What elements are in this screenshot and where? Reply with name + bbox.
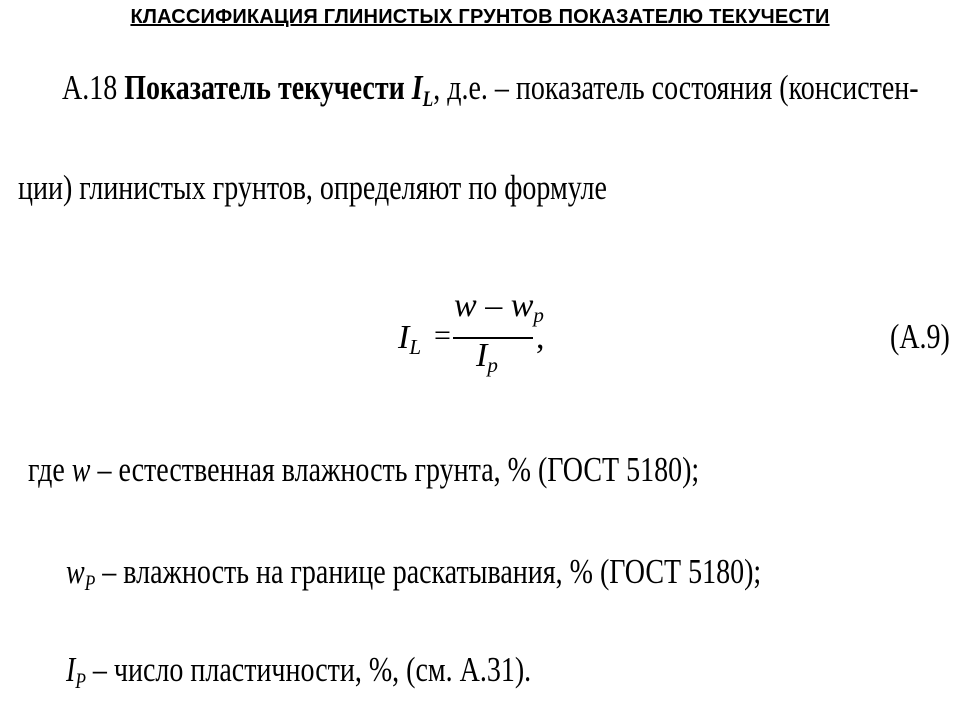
term-symbol-subscript: L [422,86,434,111]
equation-number: (А.9) [890,317,950,356]
formula-equals: = [434,319,451,352]
definition-line-1 [62,68,919,111]
variable-wp-definition: wP – влажность на границе раскатывания, % (ГОСТ 5180); [66,552,762,595]
formula-denominator: Ip [476,337,498,378]
symbol-wp: w [66,552,85,591]
symbol-ip: I [66,650,76,689]
variable-w-definition: где w – естественная влажность грунта, % (ГОСТ 5180); [28,450,700,489]
formula-lhs: IL [398,319,422,360]
formula-numerator: w – wp [454,287,544,328]
definition-line-2: ции) глинистых грунтов, определяют по формуле [18,168,607,207]
formula-a9 [398,287,558,387]
slide-title: КЛАССИФИКАЦИЯ ГЛИНИСТЫХ ГРУНТОВ ПОКАЗАТЕЛЮ ТЕКУЧЕСТИ [130,6,830,28]
formula-comma: , [536,319,545,356]
term-symbol: I [411,68,423,107]
definition-text-1: , д.е. – показатель состояния (консистен- [433,68,919,107]
term-heading: Показатель текучести [124,68,412,107]
variable-ip-definition: IP – число пластичности, %, (см. А.31). [66,650,532,693]
clause-number: А.18 [62,68,125,107]
symbol-w: w [71,450,91,489]
